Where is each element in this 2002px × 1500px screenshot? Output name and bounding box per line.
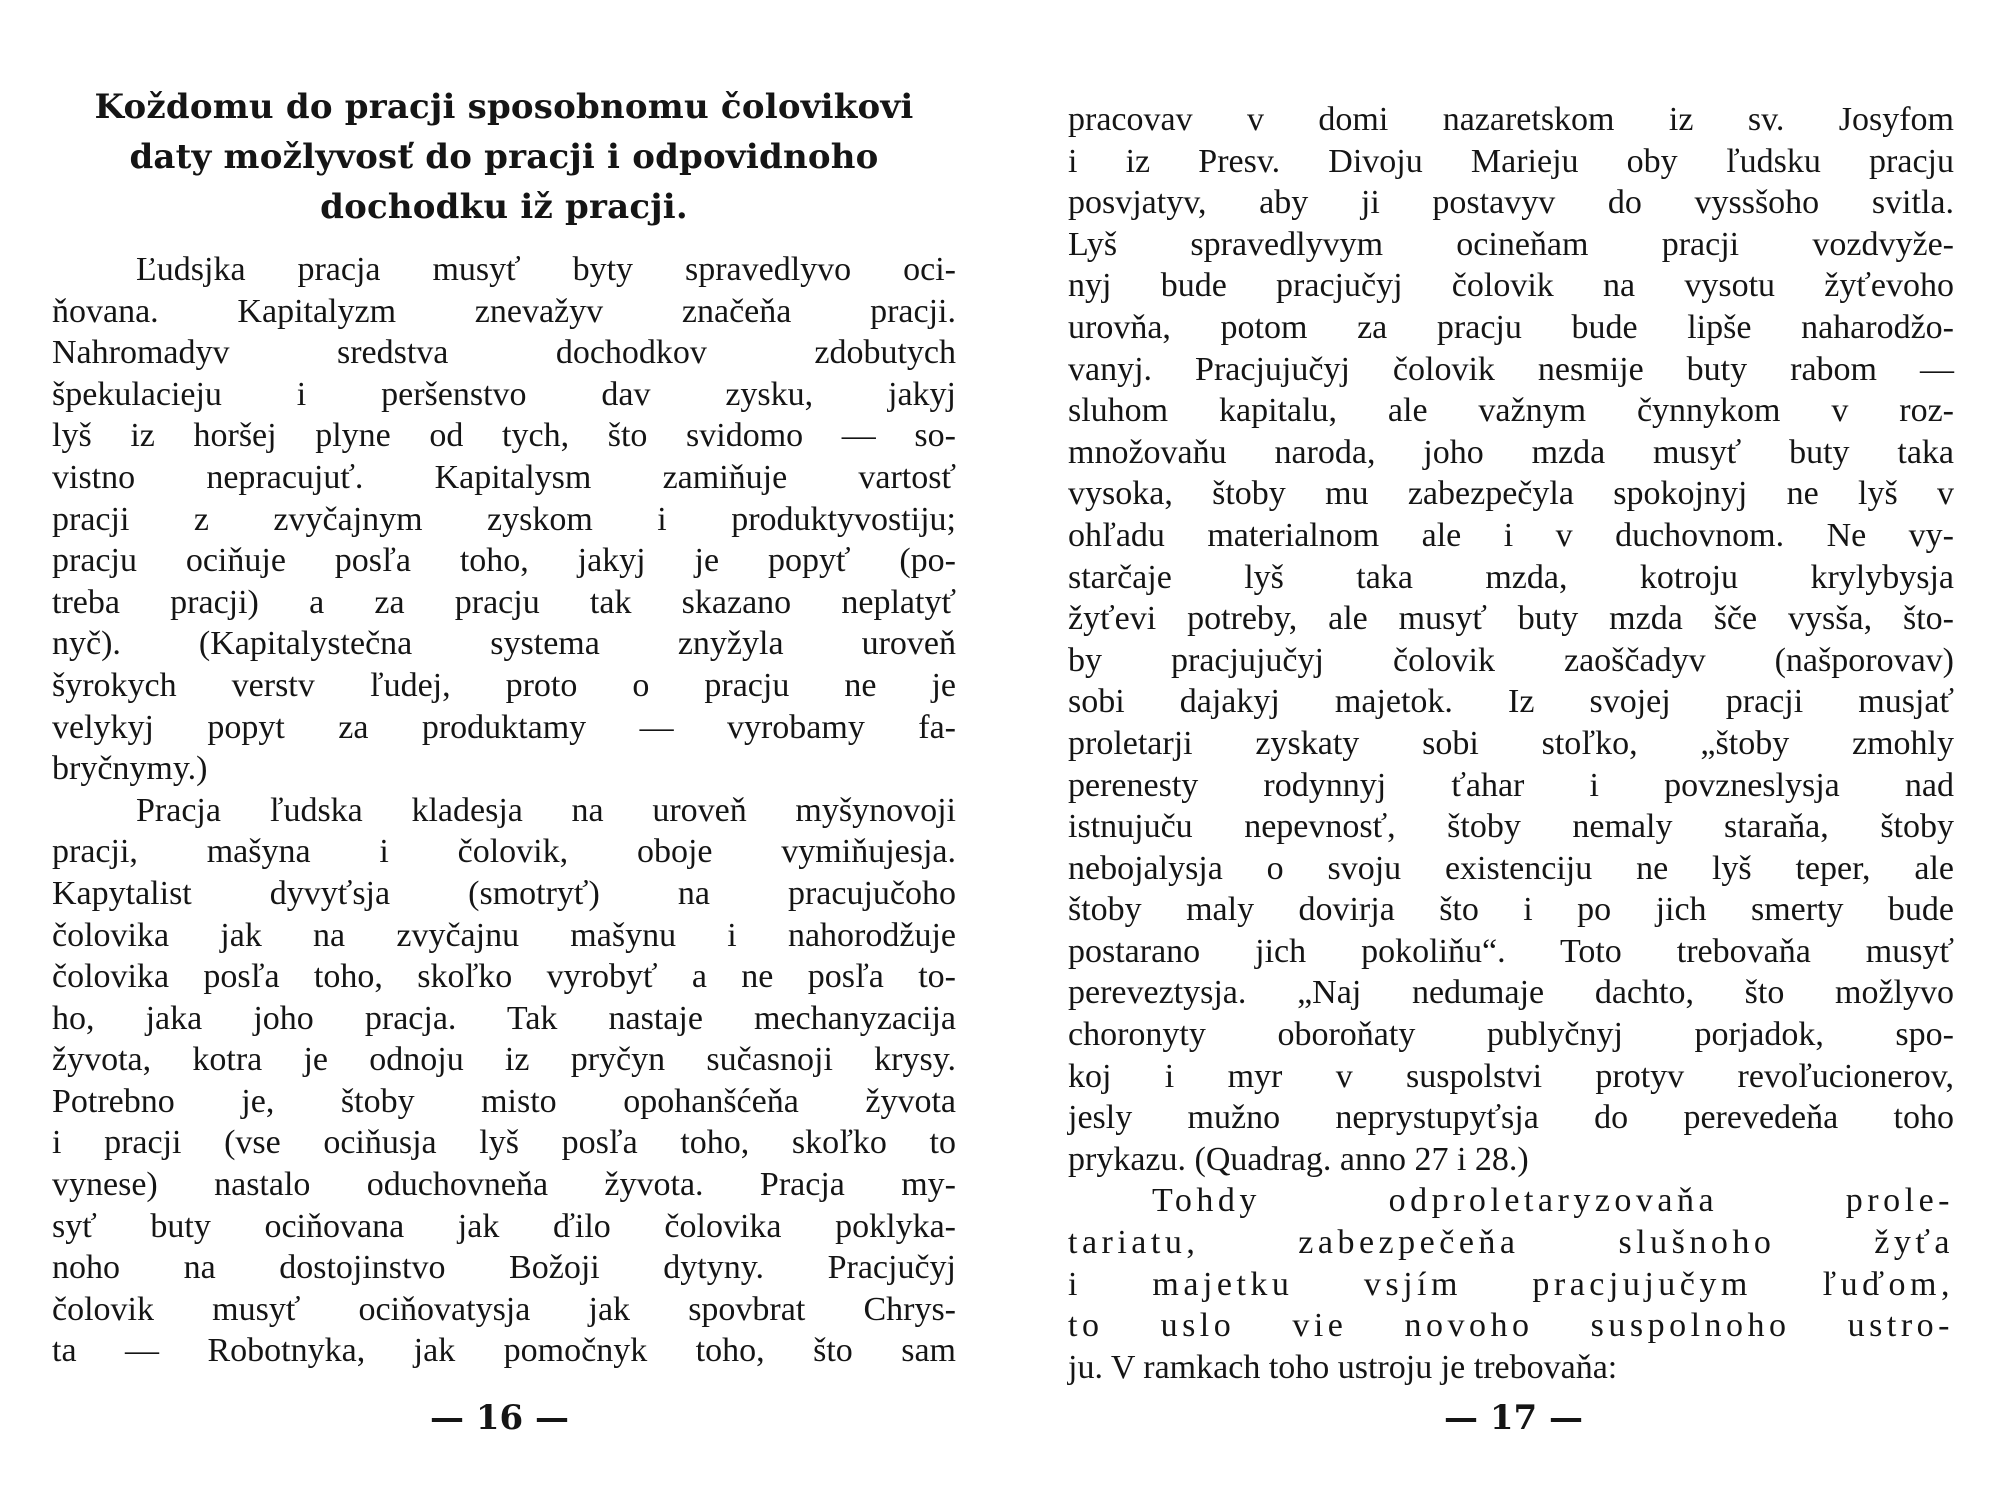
text-line: nyč). (Kapitalystečna systema znyžyla uroveň — [52, 625, 956, 663]
text-line: i pracji (vse ociňusja lyš posľa toho, skoľko to — [52, 1124, 956, 1162]
text-line: vanyj. Pracjujučyj čolovik nesmije buty rabom — — [1068, 350, 1954, 388]
text-line: treba pracji) a za pracju tak skazano neplatyť — [52, 583, 956, 621]
text-line: choronyty oboroňaty publyčnyj porjadok, spo- — [1068, 1016, 1954, 1054]
text-line: istnujuču nepevnosť, štoby nemaly staraňa, štoby — [1068, 808, 1954, 846]
right-body-text — [1068, 99, 1954, 1388]
left-page — [52, 0, 956, 1500]
text-line: sobi dajakyj majetok. Iz svojej pracji musjať — [1068, 683, 1954, 721]
text-line: jesly mužno neprystupyťsja do perevedeňa toho — [1068, 1099, 1954, 1137]
text-line: posvjatyv, aby ji postavyv do vyssšoho svitla. — [1068, 184, 1954, 222]
text-line: urovňa, potom za pracju bude lipše naharodžo- — [1068, 308, 1954, 346]
heading-line: daty možlyvosť do pracji i odpovidnoho — [129, 137, 879, 177]
text-line: Pracja ľudska kladesja na uroveň myšynovoji — [136, 791, 956, 829]
text-line: koj i myr v suspolstvi protyv revoľucionerov, — [1068, 1057, 1954, 1095]
text-line: žyvota, kotra je odnoju iz pryčyn sučasnoji krysy. — [52, 1041, 956, 1079]
text-line: bryčnymy.) — [52, 750, 208, 788]
text-line: perenesty rodynnyj ťahar i povzneslysja nad — [1068, 766, 1954, 804]
text-line: pracju ociňuje posľa toho, jakyj je popyť (po- — [52, 542, 956, 580]
text-line: šyrokych verstv ľudej, proto o pracju ne je — [52, 666, 956, 704]
text-line: čolovika posľa toho, skoľko vyrobyť a ne posľa to- — [52, 958, 956, 996]
text-line: ňovana. Kapitalyzm znevažyv značeňa pracji. — [52, 292, 956, 330]
text-line: čolovik musyť ociňovatysja jak spovbrat Chrys- — [52, 1290, 956, 1328]
heading-line: dochodku iž pracji. — [320, 187, 688, 227]
text-line: prykazu. (Quadrag. anno 27 i 28.) — [1068, 1140, 1529, 1178]
text-line: ta — Robotnyka, jak pomočnyk toho, što sam — [52, 1332, 956, 1370]
text-line: starčaje lyš taka mzda, kotroju krylybysja — [1068, 558, 1954, 596]
text-line: ohľadu materialnom ale i v duchovnom. Ne vy- — [1068, 516, 1954, 554]
page-number: — 16 — — [430, 1398, 569, 1438]
text-line: čolovika jak na zvyčajnu mašynu i nahorodžuje — [52, 916, 956, 954]
text-line: Nahromadyv sredstva dochodkov zdobutych — [52, 334, 956, 372]
text-line: nyj bude pracjučyj čolovik na vysotu žyťevoho — [1068, 267, 1954, 305]
text-line: pereveztysja. „Naj nedumaje dachto, što možlyvo — [1068, 974, 1954, 1012]
text-line: žyťevi potreby, ale musyť buty mzda šče vysša, što- — [1068, 600, 1954, 638]
text-line: Ľudsjka pracja musyť byty spravedlyvo oci- — [136, 251, 956, 288]
text-line: i majetku vsjím pracjujučym ľuďom, — [1068, 1265, 1954, 1303]
text-line: špekulacieju i peršenstvo dav zysku, jakyj — [52, 375, 956, 413]
page-number: — 17 — — [1444, 1398, 1583, 1438]
text-line: postarano jich pokoliňu“. Toto trebovaňa musyť — [1068, 932, 1954, 970]
text-line: vysoka, štoby mu zabezpečyla spokojnyj ne lyš v — [1068, 475, 1954, 513]
text-line: tariatu, zabezpečeňa slušnoho žyťa — [1068, 1224, 1954, 1262]
text-line: syť buty ociňovana jak ďilo čolovika poklyka- — [52, 1207, 956, 1245]
right-page — [1068, 0, 1954, 1500]
text-line: by pracjujučyj čolovik zaoščadyv (našporovav) — [1068, 641, 1954, 679]
text-line: i iz Presv. Divoju Marieju oby ľudsku pracju — [1068, 142, 1954, 180]
left-body-text — [52, 249, 956, 1372]
text-line: vynese) nastalo oduchovneňa žyvota. Pracja my- — [52, 1166, 956, 1204]
text-line: proletarji zyskaty sobi stoľko, „štoby zmohly — [1068, 724, 1954, 762]
text-line: Kapytalist dyvyťsja (smotryť) na pracujučoho — [52, 874, 956, 912]
text-line: velykyj popyt za produktamy — vyrobamy fa- — [52, 708, 956, 746]
text-line: noho na dostojinstvo Božoji dytyny. Pracjučyj — [52, 1249, 956, 1287]
text-line: Tohdy odproletaryzovaňa prole- — [1152, 1182, 1954, 1220]
text-line: Potrebno je, štoby misto opohanšćeňa žyvota — [52, 1082, 956, 1120]
text-line: Lyš spravedlyvym ocineňam pracji vozdvyže- — [1068, 225, 1954, 263]
text-line: pracovav v domi nazaretskom iz sv. Josyfom — [1068, 101, 1954, 138]
text-line: pracji z zvyčajnym zyskom i produktyvostiju; — [52, 500, 956, 538]
text-line: vistno nepracujuť. Kapitalysm zamiňuje vartosť — [52, 458, 956, 496]
text-line: množovaňu naroda, joho mzda musyť buty taka — [1068, 433, 1954, 471]
text-line: to uslo vie novoho suspolnoho ustro- — [1068, 1307, 1954, 1345]
text-line: ho, jaka joho pracja. Tak nastaje mechanyzacija — [52, 999, 956, 1037]
text-line: pracji, mašyna i čolovik, oboje vymiňujesja. — [52, 833, 956, 871]
text-line: nebojalysja o svoju existenciju ne lyš teper, ale — [1068, 849, 1954, 887]
text-line: lyš iz horšej plyne od tych, što svidomo — so- — [52, 417, 956, 455]
text-line: ju. V ramkach toho ustroju je trebovaňa: — [1068, 1348, 1618, 1386]
heading-line: Koždomu do pracji sposobnomu čolovikovi — [94, 87, 914, 127]
section-heading — [52, 82, 956, 232]
text-line: sluhom kapitalu, ale važnym čynnykom v roz- — [1068, 392, 1954, 430]
text-line: štoby maly dovirja što i po jich smerty bude — [1068, 891, 1954, 929]
